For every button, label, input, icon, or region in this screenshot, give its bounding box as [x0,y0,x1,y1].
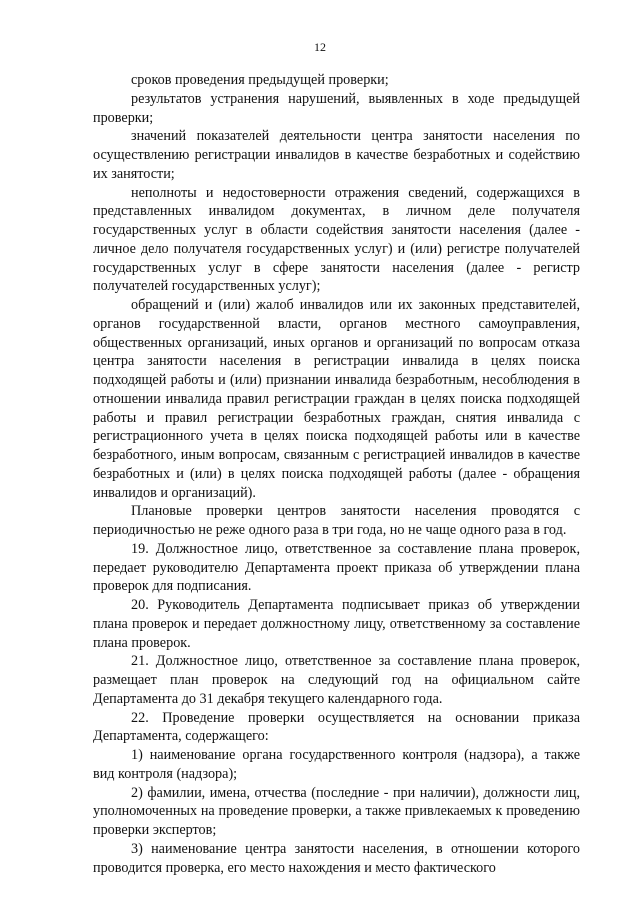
paragraph: 20. Руководитель Департамента подписывает приказ об утверждении плана проверок и передает должностному лицу, ответственному за составление плана проверок. [93,597,580,651]
paragraph: сроков проведения предыдущей проверки; [131,72,389,88]
paragraph: обращений и (или) жалоб инвалидов или их законных представителей, органов государственной власти, органов местного самоуправления, общественных организаций, иных органов и организаций по вопросам отказа центра занятости населения в регистрации инвалида в целях поиска подходящей работы и (или) признании инвалида безработным, несоблюдения в отношении инвалида правил регистрации граждан в целях поиска подходящей работы и правил регистрации безработных граждан, снятия инвалида с регистрационного учета в целях поиска подходящей работы или в качестве безработного, иным вопросам, связанным с регистрацией инвалидов в качестве безработных и (или) в целях поиска подходящей работы (далее - обращения инвалидов и организаций). [93,297,580,501]
paragraph: 3) наименование центра занятости населения, в отношении которого проводится проверка, его место нахождения и место фактического [93,840,580,876]
paragraph: результатов устранения нарушений, выявленных в ходе предыдущей проверки; [93,90,580,126]
document-body [93,71,580,877]
paragraph: значений показателей деятельности центра занятости населения по осуществлению регистрации инвалидов в качестве безработных и содействию их занятости; [93,128,580,182]
page-number: 12 [314,40,326,54]
paragraph: 19. Должностное лицо, ответственное за составление плана проверок, передает руководителю Департамента проект приказа об утверждении плана проверок для подписания. [93,540,580,595]
paragraph: Плановые проверки центров занятости населения проводятся с периодичностью не реже одного раза в три года, но не чаще одного раза в год. [93,503,580,538]
paragraph: неполноты и недостоверности отражения сведений, содержащихся в представленных инвалидом документах, в личном деле получателя государственных услуг в области содействия занятости населения (далее - личное дело получателя государственных услуг) и (или) регистре получателей государственных услуг в сфере занятости населения (далее - регистр получателей государственных услуг); [93,184,580,295]
paragraph: 2) фамилии, имена, отчества (последние - при наличии), должности лиц, уполномоченных на проведение проверки, а также привлекаемых к проведению проверки экспертов; [93,784,580,838]
paragraph: 1) наименование органа государственного контроля (надзора), а также вид контроля (надзора); [93,747,580,782]
paragraph: 22. Проведение проверки осуществляется на основании приказа Департамента, содержащего: [93,709,580,745]
paragraph: 21. Должностное лицо, ответственное за составление плана проверок, размещает план проверок на следующий год на официальном сайте Департамента до 31 декабря текущего календарного года. [93,653,580,707]
